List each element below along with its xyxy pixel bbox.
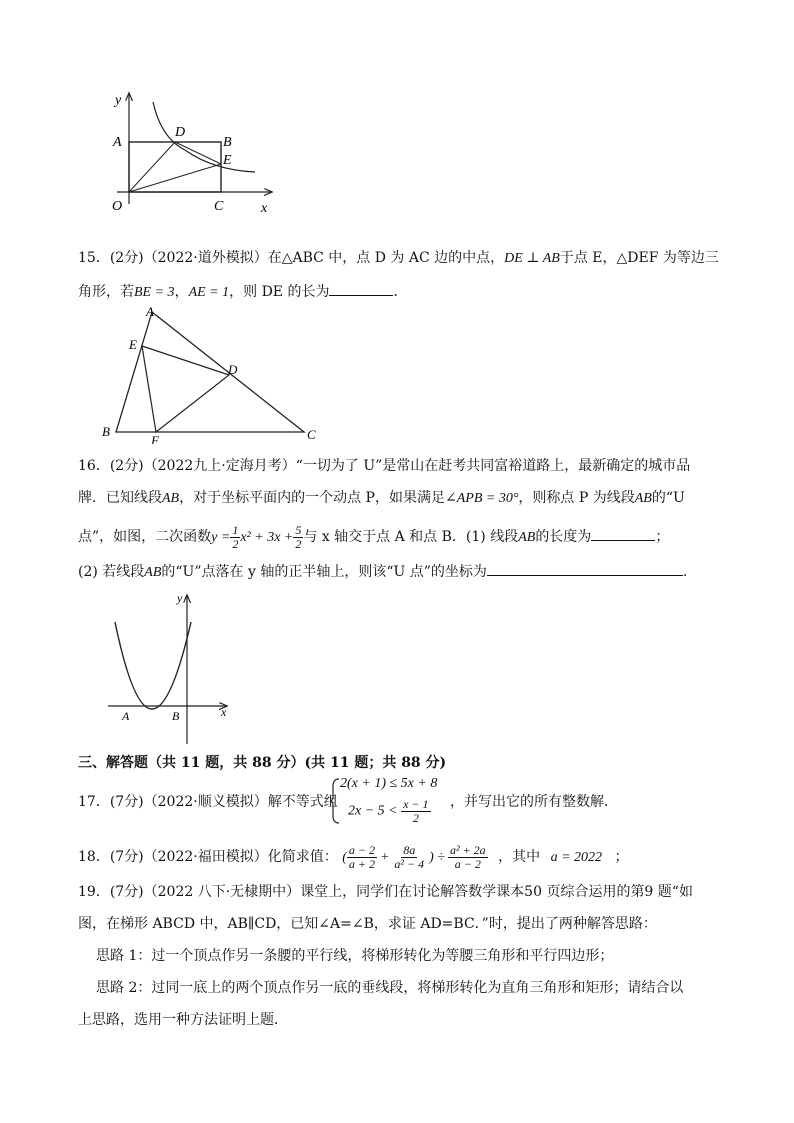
label-O: O xyxy=(112,199,123,214)
label-D: D xyxy=(175,125,186,140)
fraction-five-halves: $\frac{5}{2}$ xyxy=(295,522,302,551)
label-B: B xyxy=(172,709,180,723)
system-brace xyxy=(330,778,340,824)
rectangle-OABC xyxy=(129,142,221,192)
figure-triangle-abc xyxy=(96,302,326,444)
label-A: A xyxy=(122,709,130,723)
section-heading: 三、解答题（共 11 题，共 88 分）(共 11 题；共 88 分) xyxy=(78,755,447,771)
triangle-ABC xyxy=(116,312,304,432)
label-x: x xyxy=(261,201,268,216)
q16-line3: 点”，如图，二次函数y = $\frac{1}{2}$ x² + 3x + $\frac{5}{2}$ 与 x 轴交于点 A 和点 B．(1) 线段AB的长度为 ； xyxy=(78,522,670,551)
label-C: C xyxy=(307,427,316,442)
q15-line1: 15．(2分)（2022·道外模拟）在△ABC 中，点 D 为 AC 边的中点，DE ⊥ AB于点 E，△DEF 为等边三 xyxy=(78,250,719,266)
q15-formula-de-perp-ab: DE ⊥ AB xyxy=(504,251,560,266)
label-E: E xyxy=(223,153,232,168)
label-D: D xyxy=(228,362,238,377)
figure-parabola xyxy=(100,588,240,746)
fraction-2: $\frac{8a}{\text{a² − 4}}$ xyxy=(394,843,425,872)
label-A: A xyxy=(113,135,122,150)
q19-line2: 图，在梯形 ABCD 中，AB∥CD，已知∠A=∠B，求证 AD=BC．”时，提出了两种解答思路： xyxy=(78,916,657,932)
label-A: A xyxy=(146,304,154,319)
q16-line1: 16．(2分)（2022九上·定海月考）“一切为了 U”是常山在赶考共同富裕道路上，最新确定的城市品 xyxy=(78,458,691,474)
fraction-one-half: $\frac{1}{2}$ xyxy=(232,522,239,551)
hyperbola-curve xyxy=(153,102,255,172)
label-y: y xyxy=(115,93,122,108)
label-C: C xyxy=(214,199,224,214)
q19-line4: 思路 2：过同一底上的两个顶点作另一底的垂线段，将梯形转化为直角三角形和矩形；请结合以 xyxy=(96,980,684,996)
answer-blank[interactable] xyxy=(329,281,393,296)
label-x: x xyxy=(221,705,227,719)
label-y: y xyxy=(177,591,183,605)
q16-line4: (2) 若线段AB的“U”点落在 y 轴的正半轴上，则该“U 点”的坐标为 ． xyxy=(78,561,697,583)
q16-line2: 牌．已知线段AB，对于坐标平面内的一个动点 P，如果满足∠APB = 30°，则称点 P 为线段AB的“U xyxy=(78,490,685,506)
parabola-curve xyxy=(115,622,191,709)
q18-line: 18．(7分)（2022·福田模拟）化简求值： ( $\frac{a - 2}{a + 2}$ + $\frac{8a}{\text{a² − 4}}$ ) ÷ $\frac{\text{a² + 2a}}{a - 2}$ ，其中 a = 2022 ； xyxy=(78,843,629,872)
segment-OE xyxy=(129,164,221,192)
q19-line3: 思路 1：过一个顶点作另一条腰的平行线，将梯形转化为等腰三角形和平行四边形； xyxy=(96,948,614,964)
fraction-1: $\frac{a - 2}{a + 2}$ xyxy=(348,843,375,872)
q19-line5: 上思路，选用一种方法证明上题． xyxy=(78,1012,288,1028)
inequality-2: 2x − 5 < $\frac{x - 1}{2}$ xyxy=(348,797,429,825)
fraction-3: $\frac{\text{a² + 2a}}{a - 2}$ xyxy=(449,843,486,872)
inequality-1: 2(x + 1) ≤ 5x + 8 xyxy=(340,776,438,791)
label-B: B xyxy=(102,424,110,439)
figure-rectangle-hyperbola xyxy=(95,88,285,218)
answer-blank-1[interactable] xyxy=(591,526,655,541)
segment-DE xyxy=(175,142,221,164)
answer-blank-2[interactable] xyxy=(487,561,683,576)
label-E: E xyxy=(129,337,137,352)
label-B: B xyxy=(223,135,232,150)
label-F: F xyxy=(151,433,159,444)
q19-line1: 19．(7分)（2022 八下·无棣期中）课堂上，同学们在讨论解答数学课本50 页综合运用的第9 题“如 xyxy=(78,884,693,900)
q15-line2: 角形，若BE = 3，AE = 1，则 DE 的长为 ． xyxy=(78,281,407,303)
triangle-DEF xyxy=(142,346,229,432)
